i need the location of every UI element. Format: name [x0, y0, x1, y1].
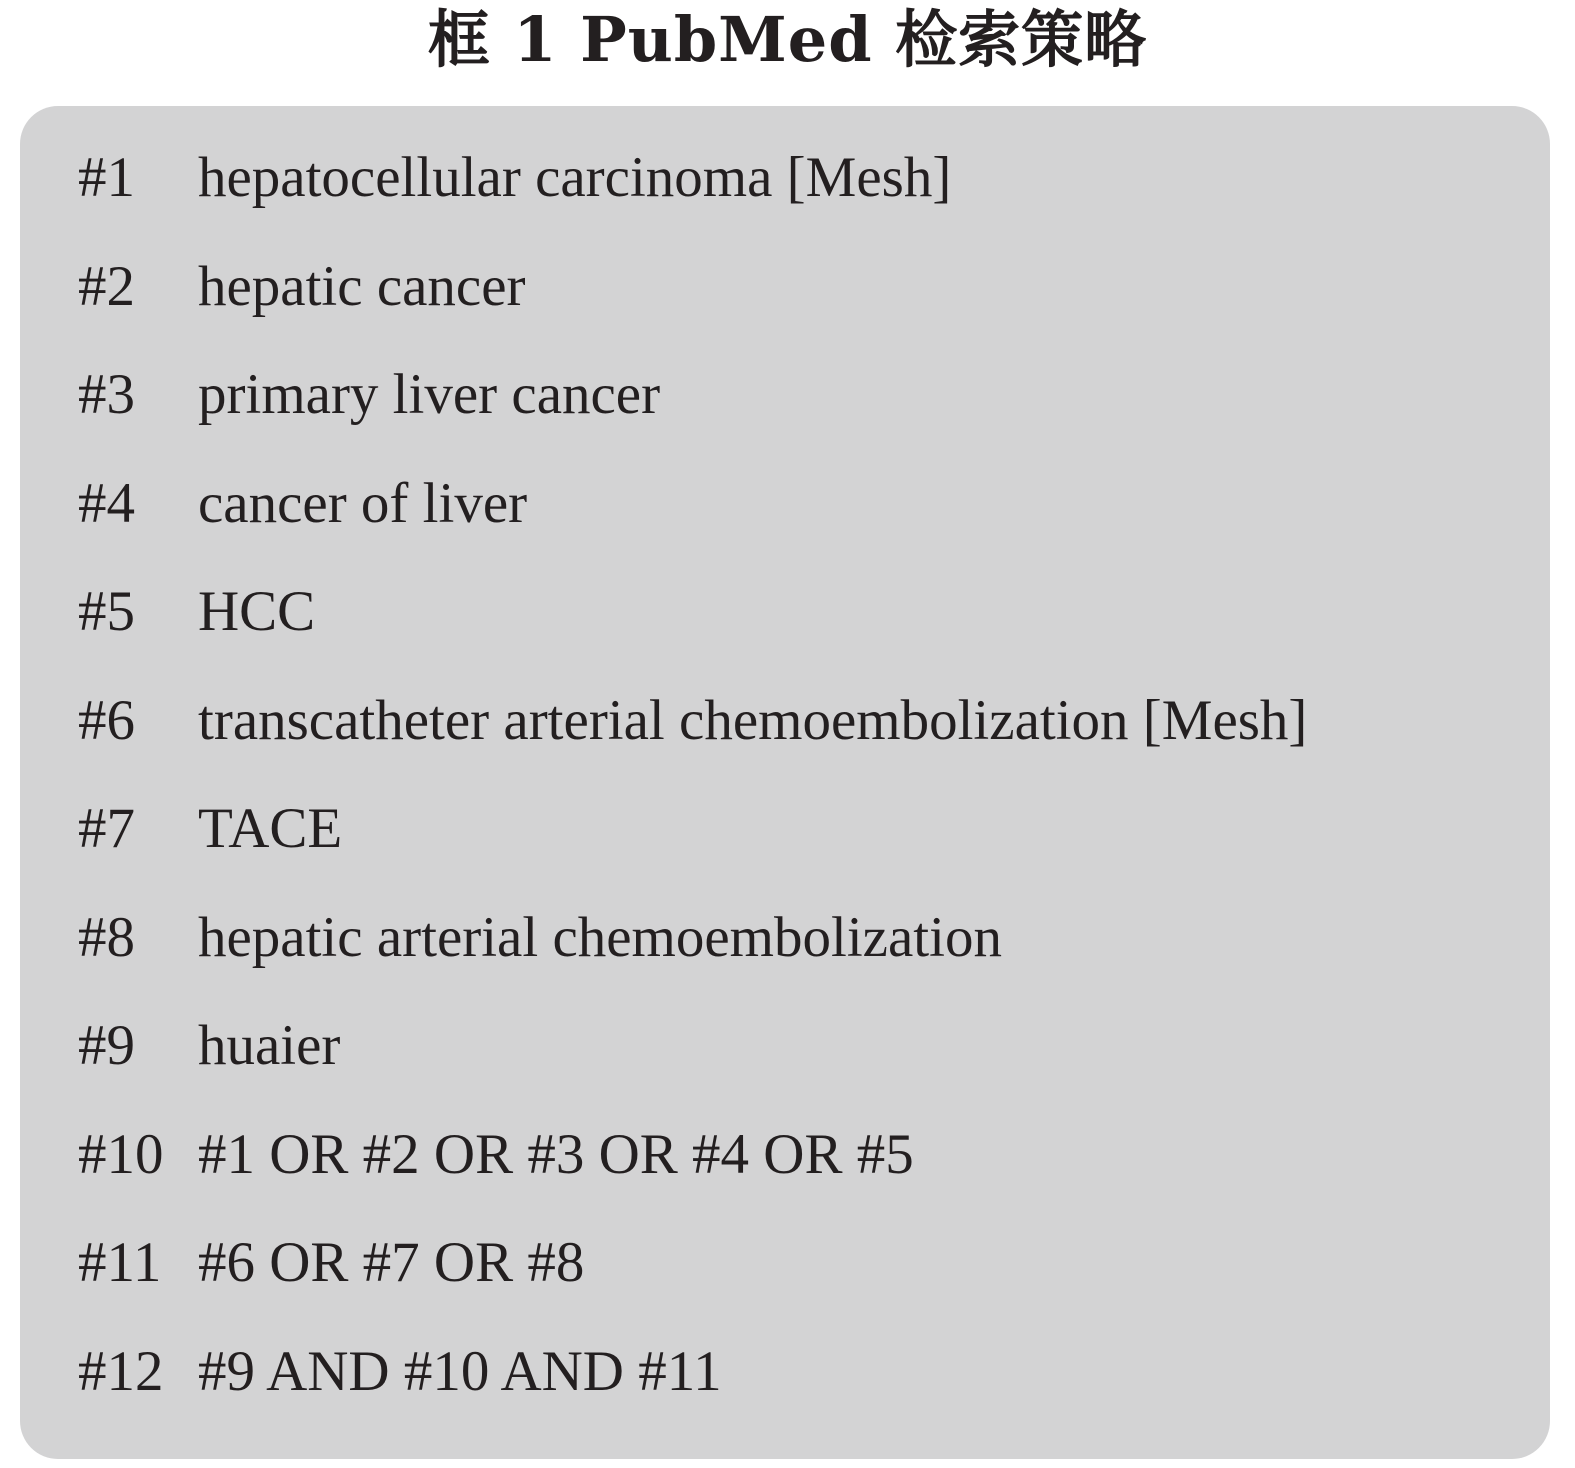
box-title: 框 1 PubMed 检索策略 [427, 3, 1148, 76]
strategy-row-1 [78, 124, 1530, 233]
search-strategy-list [78, 124, 1530, 1426]
search-term: HCC [198, 580, 316, 643]
search-term: hepatic cancer [198, 254, 526, 318]
strategy-row-2 [78, 233, 1530, 342]
row-number: #11 [78, 1231, 162, 1294]
row-number: #1 [78, 146, 135, 209]
strategy-row-5 [78, 558, 1530, 667]
search-term: transcatheter arterial chemoembolization [Mesh] [198, 688, 1308, 752]
row-number: #10 [78, 1122, 164, 1186]
row-number: #3 [78, 363, 135, 426]
strategy-row-6 [78, 667, 1530, 776]
row-number: #9 [78, 1014, 135, 1077]
strategy-row-8 [78, 884, 1530, 993]
strategy-row-10 [78, 1101, 1530, 1210]
search-term: primary liver cancer [198, 363, 661, 426]
row-number: #2 [78, 254, 135, 318]
strategy-row-11 [78, 1209, 1530, 1318]
row-number: #6 [78, 688, 135, 752]
row-number: #12 [78, 1339, 164, 1403]
row-number: #4 [78, 471, 135, 535]
search-term: cancer of liver [198, 471, 528, 535]
strategy-row-9 [78, 992, 1530, 1101]
row-number: #7 [78, 797, 135, 860]
search-term: TACE [198, 797, 343, 860]
search-strategy-box [20, 106, 1550, 1459]
strategy-row-4 [78, 450, 1530, 559]
search-term: #6 OR #7 OR #8 [198, 1231, 585, 1294]
strategy-row-7 [78, 775, 1530, 884]
strategy-row-3 [78, 341, 1530, 450]
search-term: hepatic arterial chemoembolization [198, 905, 1002, 969]
strategy-row-12 [78, 1318, 1530, 1427]
search-term: #1 OR #2 OR #3 OR #4 OR #5 [198, 1122, 914, 1186]
search-term: #9 AND #10 AND #11 [198, 1339, 722, 1403]
search-term: hepatocellular carcinoma [Mesh] [198, 146, 952, 209]
row-number: #8 [78, 905, 135, 969]
search-term: huaier [198, 1014, 341, 1077]
row-number: #5 [78, 580, 135, 643]
